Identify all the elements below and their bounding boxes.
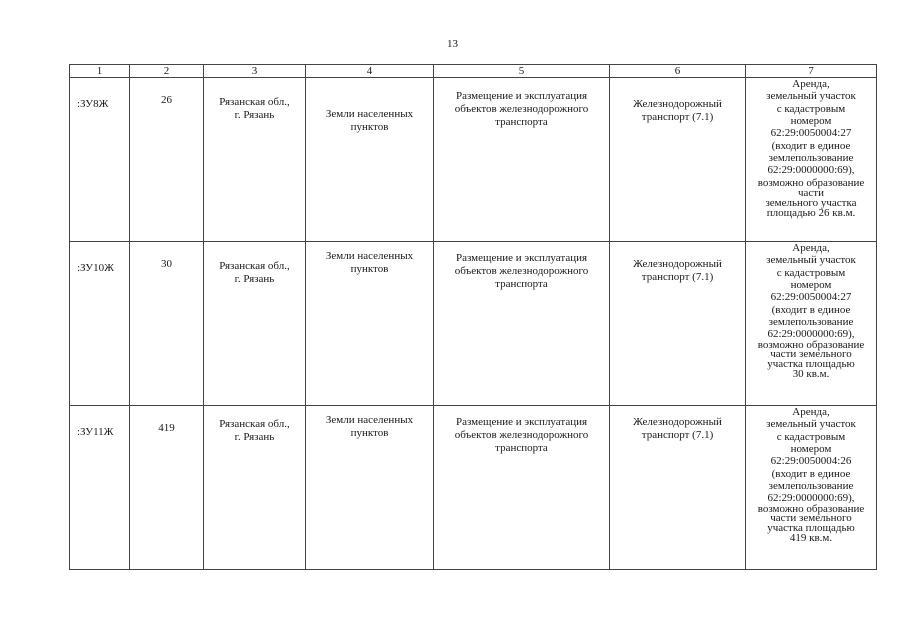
land-category-line: Земли населенных	[325, 250, 414, 262]
note-line: Аренда,	[792, 242, 830, 254]
note-line: 62:29:0000000:69),	[767, 492, 855, 505]
permitted-use-line: Размещение и эксплуатация	[455, 416, 588, 428]
land-category-line: Земли населенных	[325, 414, 414, 426]
note-line: участка площадью	[767, 358, 855, 371]
note-line: с кадастровым	[776, 266, 846, 279]
note-line: 62:29:0050004:27	[770, 291, 852, 304]
column-header: 6	[610, 65, 746, 78]
note-cell	[746, 406, 877, 570]
column-header: 3	[204, 65, 306, 78]
address-line: г. Рязань	[234, 273, 275, 286]
plot-id-cell	[70, 406, 130, 570]
note-line: номером	[790, 114, 832, 127]
column-header: 2	[130, 65, 204, 78]
plot-id-cell	[70, 78, 130, 242]
note-cell	[746, 242, 877, 406]
use-code-cell	[610, 406, 746, 570]
permitted-use-line: объектов железнодорожного	[454, 103, 589, 116]
land-category-cell	[306, 242, 434, 406]
column-header: 5	[434, 65, 610, 78]
note-line: с кадастровым	[776, 102, 846, 115]
column-header: 1	[70, 65, 130, 78]
plot-area-cell	[130, 242, 204, 406]
plot-area: 419	[158, 422, 175, 434]
land-category-cell	[306, 78, 434, 242]
address-line: Рязанская обл.,	[219, 260, 290, 272]
column-header: 4	[306, 65, 434, 78]
address-line: Рязанская обл.,	[219, 96, 290, 108]
land-category-cell	[306, 406, 434, 570]
plot-id: :ЗУ8Ж	[77, 98, 109, 110]
table-row	[70, 78, 877, 242]
address-line: г. Рязань	[234, 431, 275, 444]
note-line: участка площадью	[767, 522, 855, 535]
permitted-use-cell	[434, 406, 610, 570]
permitted-use-line: Размещение и эксплуатация	[455, 90, 588, 102]
note-line: части земельного	[770, 348, 852, 361]
address-cell	[204, 78, 306, 242]
permitted-use-line: Размещение и эксплуатация	[455, 252, 588, 264]
permitted-use-line: транспорта	[495, 278, 548, 291]
note-line: землепользование	[768, 151, 854, 164]
note-line: Аренда,	[792, 78, 830, 90]
note-line: части земельного	[770, 512, 852, 525]
address-line: Рязанская обл.,	[219, 418, 290, 430]
note-line: землепользование	[768, 479, 854, 492]
use-code-line: транспорт (7.1)	[641, 111, 714, 124]
use-code-line: Железнодорожный	[633, 258, 722, 270]
plot-area-cell	[130, 406, 204, 570]
note-line: 419 кв.м.	[789, 532, 833, 545]
permitted-use-line: транспорта	[495, 442, 548, 455]
note-line: земельный участок	[766, 418, 856, 431]
land-category-line: пунктов	[350, 263, 389, 276]
plot-area: 30	[161, 258, 172, 270]
note-line: 62:29:0050004:27	[770, 127, 852, 140]
note-line: части	[798, 186, 824, 199]
note-line: 62:29:0050004:26	[770, 455, 852, 468]
address-cell	[204, 406, 306, 570]
land-plots-table	[69, 64, 877, 570]
column-header: 7	[746, 65, 877, 78]
note-line: землепользование	[768, 315, 854, 328]
plot-area-cell	[130, 78, 204, 242]
note-line: возможно образование	[757, 502, 865, 515]
note-line: (входит в единое	[771, 139, 851, 152]
note-line: земельный участок	[766, 90, 856, 103]
note-line: возможно образование	[757, 338, 865, 351]
plot-id-cell	[70, 242, 130, 406]
note-line: Аренда,	[792, 406, 830, 418]
permitted-use-cell	[434, 242, 610, 406]
plot-area: 26	[161, 94, 172, 106]
table-row	[70, 406, 877, 570]
note-line: номером	[790, 442, 832, 455]
note-line: 30 кв.м.	[792, 368, 830, 381]
note-line: номером	[790, 278, 832, 291]
use-code-line: транспорт (7.1)	[641, 429, 714, 442]
plot-id: :ЗУ10Ж	[77, 262, 114, 274]
note-cell	[746, 78, 877, 242]
use-code-line: транспорт (7.1)	[641, 271, 714, 284]
use-code-line: Железнодорожный	[633, 416, 722, 428]
note-line: с кадастровым	[776, 430, 846, 443]
permitted-use-line: объектов железнодорожного	[454, 429, 589, 442]
table-row	[70, 242, 877, 406]
use-code-cell	[610, 242, 746, 406]
land-category-line: Земли населенных	[325, 108, 414, 120]
address-line: г. Рязань	[234, 109, 275, 122]
note-line: площадью 26 кв.м.	[766, 206, 856, 219]
table-header-row	[70, 65, 877, 78]
note-line: возможно образование	[757, 176, 865, 189]
use-code-cell	[610, 78, 746, 242]
address-cell	[204, 242, 306, 406]
note-line: (входит в единое	[771, 303, 851, 316]
note-line: земельный участок	[766, 254, 856, 267]
permitted-use-line: транспорта	[495, 116, 548, 129]
plot-id: :ЗУ11Ж	[77, 426, 114, 438]
page-number: 13	[447, 38, 458, 50]
note-line: 62:29:0000000:69),	[767, 164, 855, 177]
land-category-line: пунктов	[350, 427, 389, 440]
note-line: (входит в единое	[771, 467, 851, 480]
note-line: земельного участка	[765, 196, 857, 209]
land-category-line: пунктов	[350, 121, 389, 134]
use-code-line: Железнодорожный	[633, 98, 722, 110]
permitted-use-line: объектов железнодорожного	[454, 265, 589, 278]
permitted-use-cell	[434, 78, 610, 242]
note-line: 62:29:0000000:69),	[767, 328, 855, 341]
